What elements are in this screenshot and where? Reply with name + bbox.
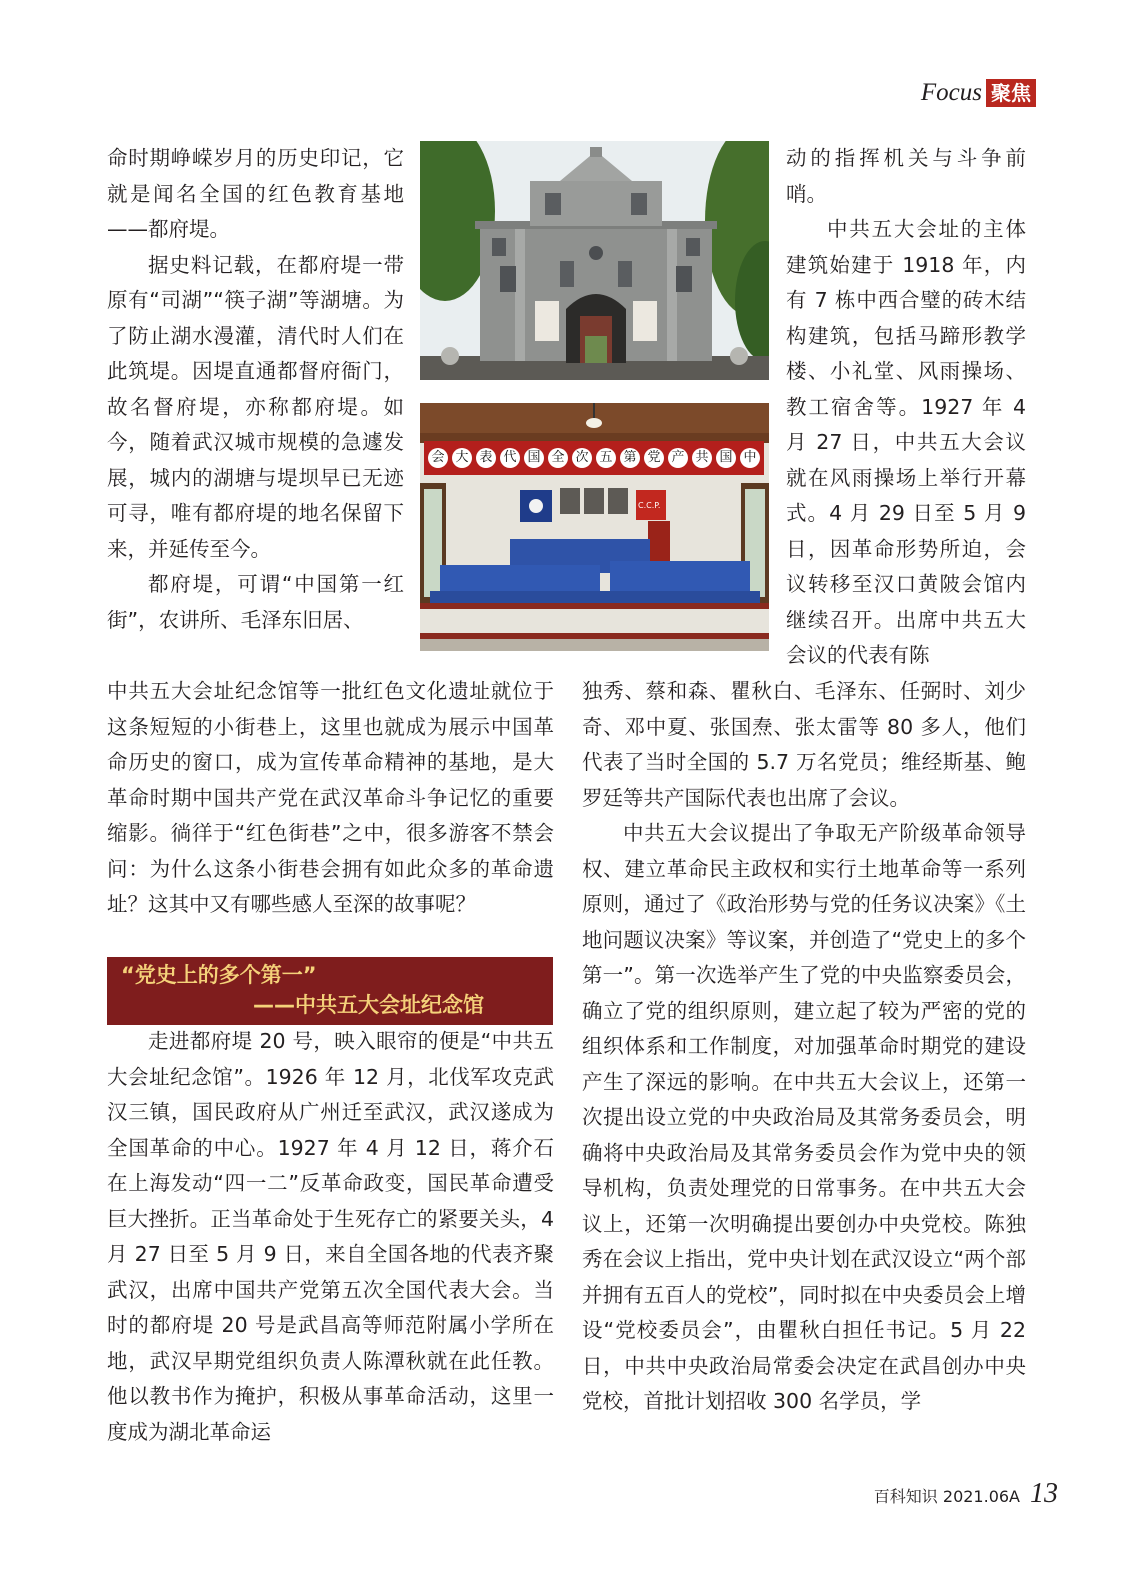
banner-char: 五 (596, 448, 616, 468)
column-right-top (786, 141, 1026, 674)
banner-char: 大 (452, 448, 472, 468)
banner-char: 全 (548, 448, 568, 468)
banner-char: 表 (476, 448, 496, 468)
section-label-cn: 聚焦 (986, 79, 1036, 107)
magazine-issue: 百科知识 2021.06A (873, 1487, 1020, 1506)
column-left-bottom (107, 1024, 554, 1450)
banner-char: 会 (428, 448, 448, 468)
column-left-middle (107, 674, 554, 923)
section-heading-title: “党史上的多个第一” (121, 963, 317, 987)
section-heading (107, 957, 553, 1025)
page-number: 13 (1030, 1478, 1058, 1509)
banner-char: 党 (644, 448, 664, 468)
banner-char: 第 (620, 448, 640, 468)
column-right-bottom (582, 674, 1026, 1420)
paragraph: 中共五大会址纪念馆等一批红色文化遗址就位于这条短短的小街巷上，这里也就成为展示中国革命历史的窗口，成为宣传革命精神的基地，是大革命时期中国共产党在武汉革命斗争记忆的重要缩影。徜徉于“红色街巷”之中，很多游客不禁会问：为什么这条小街巷会拥有如此众多的革命遗址？这其中又有哪些感人至深的故事呢？ (107, 679, 554, 916)
page-footer (874, 1478, 1058, 1518)
paragraph: 中共五大会议提出了争取无产阶级革命领导权、建立革命民主政权和实行土地革命等一系列原则，通过了《政治形势与党的任务议决案》《土地问题议决案》等议案，并创造了“党史上的多个第一”。第一次选举产生了党的中央监察委员会，确立了党的组织原则，建立起了较为严密的党的组织体系和工作制度，对加强革命时期党的建设产生了深远的影响。在中共五大会议上，还第一次提出设立党的中央政治局及其常务委员会，明确将中央政治局及其常务委员会作为党中央的领导机构，负责处理党的日常事务。在中共五大会议上，还第一次明确提出要创办中央党校。陈独秀在会议上指出，党中央计划在武汉设立“两个部并拥有五百人的党校”，同时拟在中央委员会上增设“党校委员会”，由瞿秋白担任书记。5 月 22 日，中共中央政治局常委会决定在武昌创办中央党校，首批计划招收 300 名学员，学 (582, 821, 1026, 1413)
flag-label: C.C.P. (638, 501, 661, 510)
banner-char: 共 (692, 448, 712, 468)
banner-char: 代 (500, 448, 520, 468)
paragraph: 动的指挥机关与斗争前哨。 (786, 146, 1026, 206)
photo-meeting-hall (420, 403, 769, 651)
section-heading-subtitle: ——中共五大会址纪念馆 (253, 993, 484, 1017)
banner-char: 中 (740, 448, 760, 468)
paragraph: 据史料记载，在都府堤一带原有“司湖”“筷子湖”等湖塘。为了防止湖水漫灌，清代时人们在此筑堤。因堤直通都督府衙门，故名督府堤，亦称都府堤。如今，随着武汉城市规模的急遽发展，城内的湖塘与堤坝早已无迹可寻，唯有都府堤的地名保留下来，并延传至今。 (107, 252, 404, 561)
paragraph: 中共五大会址的主体建筑始建于 1918 年，内有 7 栋中西合璧的砖木结构建筑，包括马蹄形教学楼、小礼堂、风雨操场、教工宿舍等。1927 年 4 月 27 日，中共五大会议就在风雨操场上举行开幕式。4 月 29 日至 5 月 9 日，因革命形势所迫，会议转移至汉口黄陂会馆内继续召开。出席中共五大会议的代表有陈 (786, 217, 1026, 667)
photo-building-facade (420, 141, 769, 380)
paragraph: 都府堤，可谓“中国第一红街”，农讲所、毛泽东旧居、 (107, 572, 404, 632)
column-left-top (107, 141, 404, 638)
paragraph: 走进都府堤 20 号，映入眼帘的便是“中共五大会址纪念馆”。1926 年 12 月，北伐军攻克武汉三镇，国民政府从广州迁至武汉，武汉遂成为全国革命的中心。1927 年 4 月 12 日，蒋介石在上海发动“四一二”反革命政变，国民革命遭受巨大挫折。正当革命处于生死存亡的紧要关头，4 月 27 日至 5 月 9 日，来自全国各地的代表齐聚武汉，出席中国共产党第五次全国代表大会。当时的都府堤 20 号是武昌高等师范附属小学所在地，武汉早期党组织负责人陈潭秋就在此任教。他以教书作为掩护，积极从事革命活动，这里一度成为湖北革命运 (107, 1029, 554, 1444)
banner-char: 国 (524, 448, 544, 468)
banner-char: 国 (716, 448, 736, 468)
paragraph: 独秀、蔡和森、瞿秋白、毛泽东、任弼时、刘少奇、邓中夏、张国焘、张太雷等 80 多人，他们代表了当时全国的 5.7 万名党员；维经斯基、鲍罗廷等共产国际代表也出席了会议。 (582, 679, 1026, 810)
banner-char: 次 (572, 448, 592, 468)
section-label-en: Focus (920, 79, 982, 106)
banner-char: 产 (668, 448, 688, 468)
banner-text (428, 445, 760, 471)
paragraph: 命时期峥嵘岁月的历史印记，它就是闻名全国的红色教育基地——都府堤。 (107, 146, 404, 241)
section-header (921, 78, 1036, 108)
